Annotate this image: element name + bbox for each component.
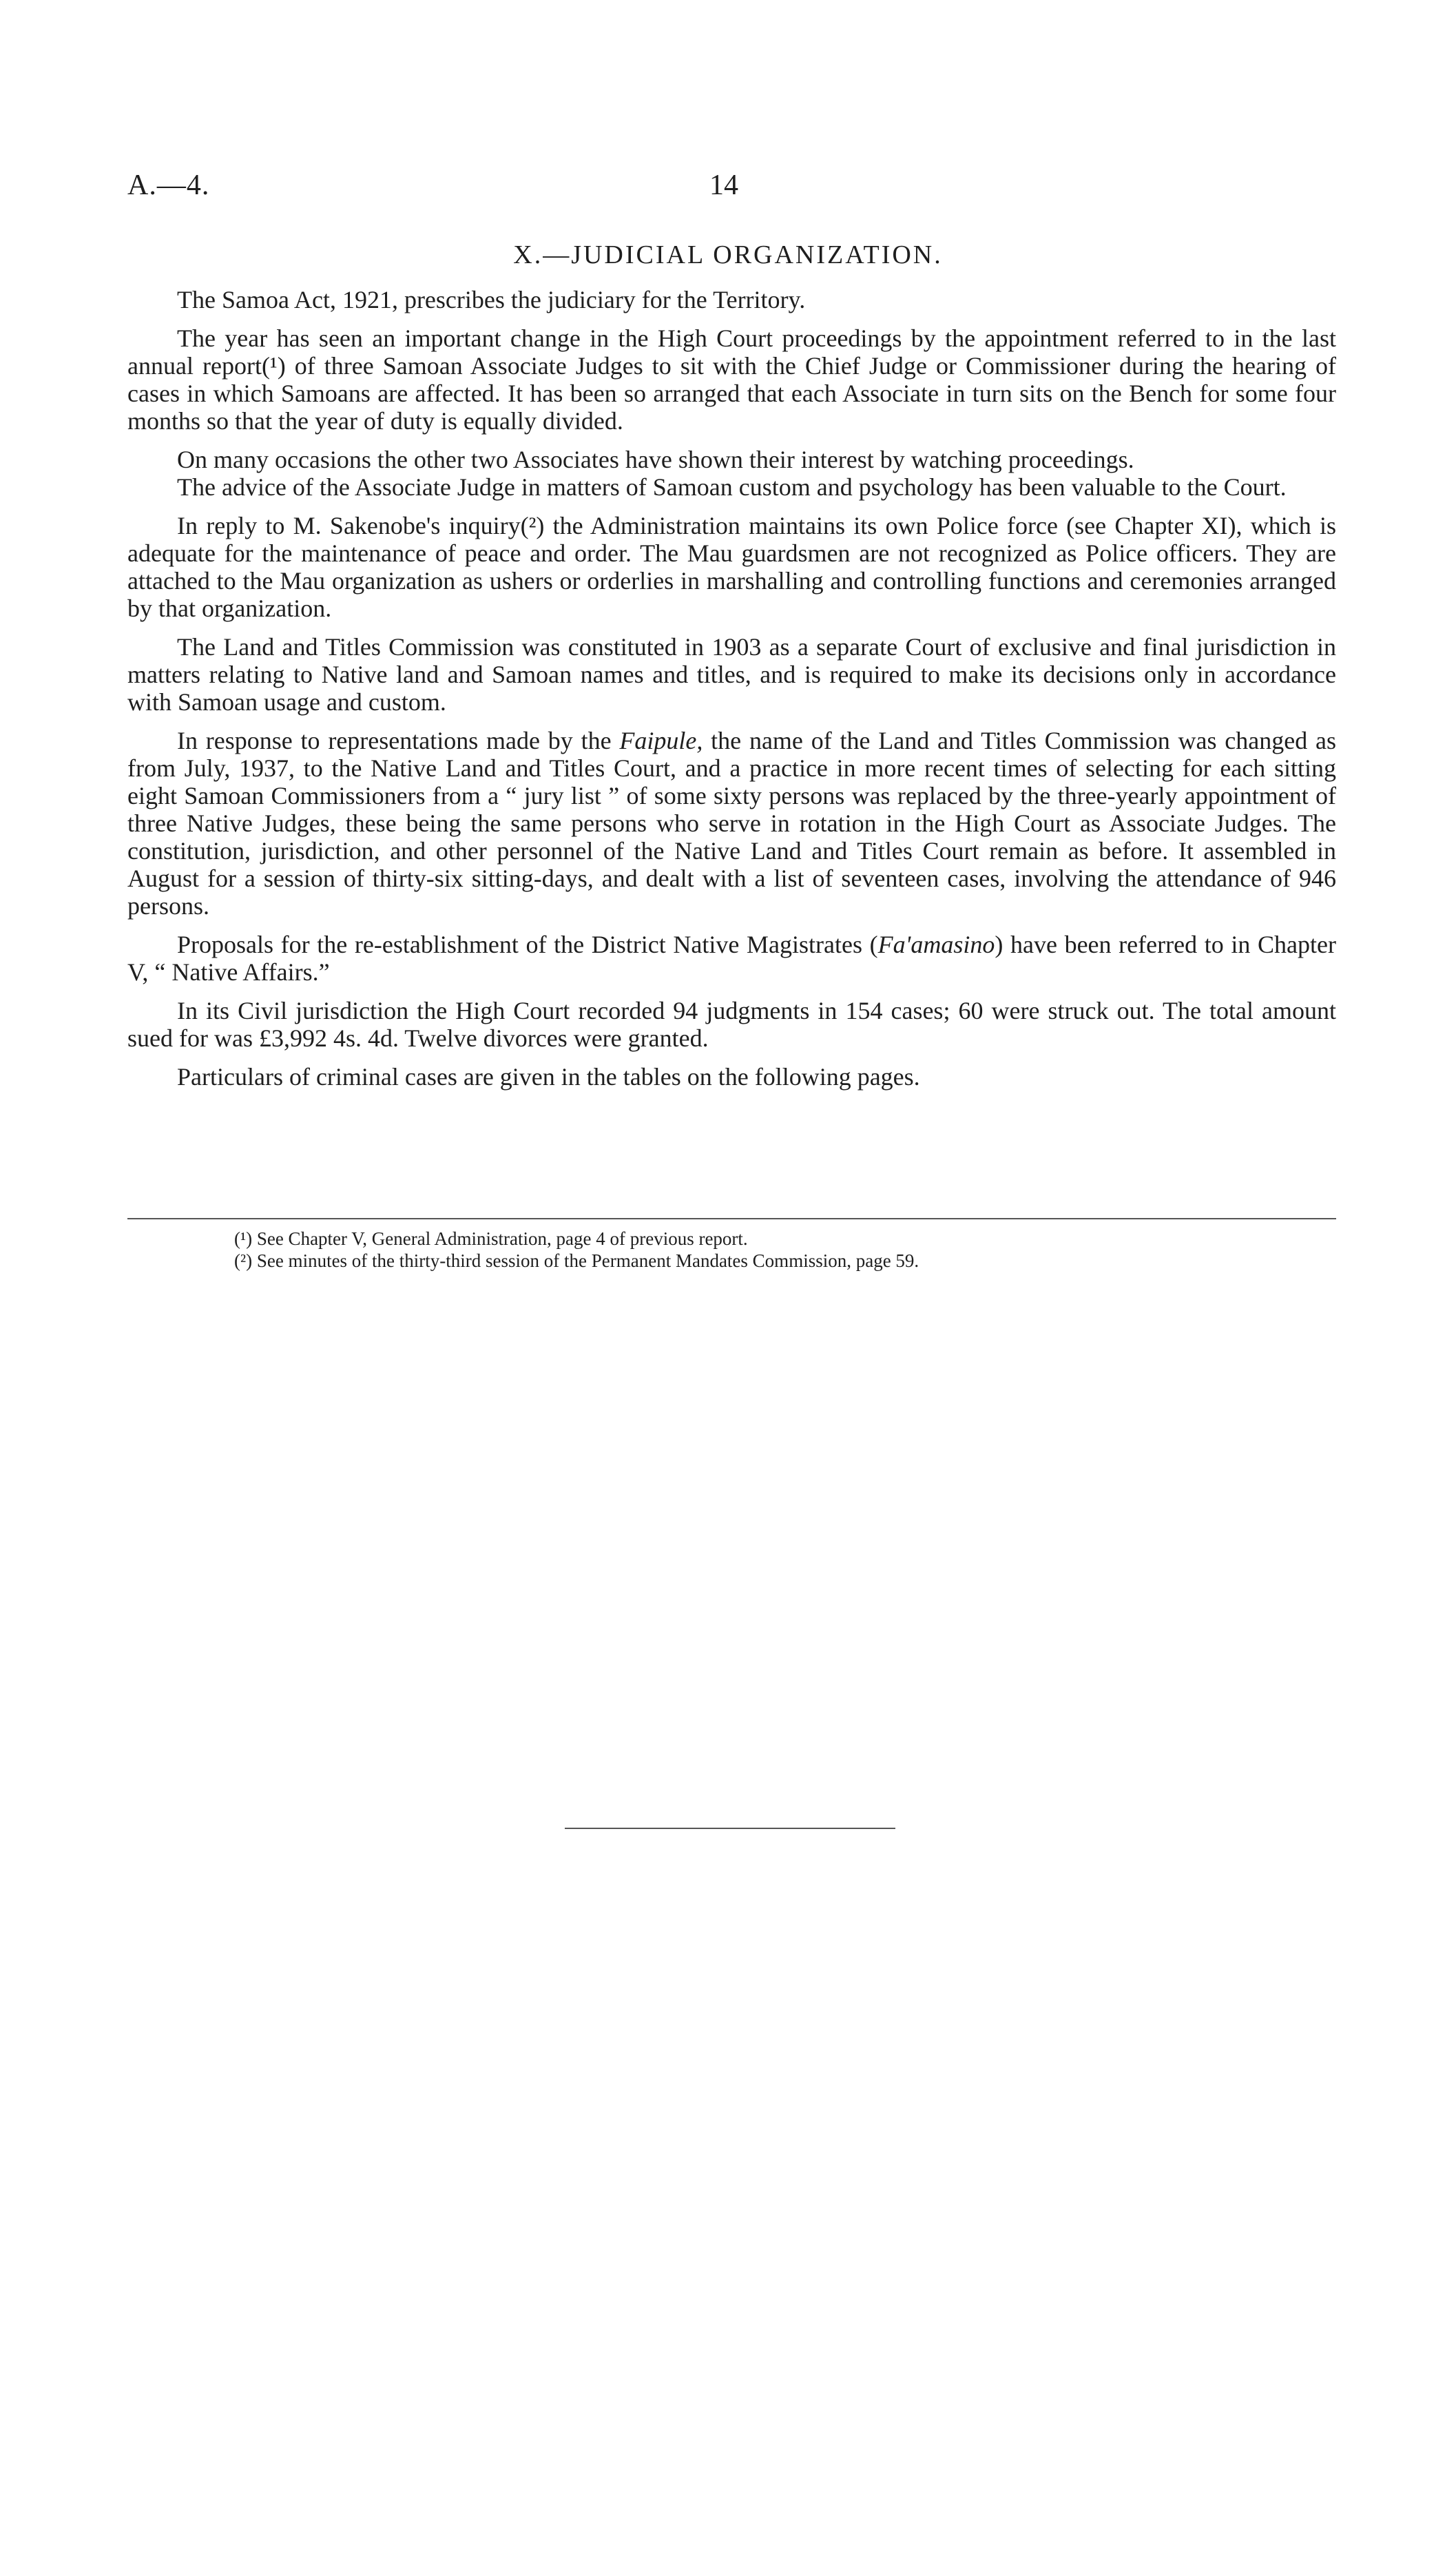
text-span: Proposals for the re-establishment of the District Native Magistrates (	[177, 931, 878, 958]
footnote-divider	[127, 1218, 1336, 1219]
italic-term-faipule: Faipule,	[619, 727, 703, 754]
paragraph-associate-judges: The year has seen an important change in the High Court proceedings by the appointment referred to in the last annual report(¹) of three Samoan Associate Judges to sit with the Chief Judge or Commissioner during the hearing of cases in which Samoans are affected. It has been so arranged that each Associate in turn sits on the Bench for some four months so that the year of duty is equally divided.	[127, 324, 1336, 435]
paragraph-samoa-act: The Samoa Act, 1921, prescribes the judiciary for the Territory.	[177, 286, 806, 313]
text-span: In response to representations made by the	[177, 727, 620, 754]
paragraph-civil-jurisdiction: In its Civil jurisdiction the High Court recorded 94 judgments in 154 cases; 60 were struck out. The total amount sued for was £3,992 4s. 4d. Twelve divorces were granted.	[127, 997, 1336, 1052]
page-number: 14	[709, 169, 738, 201]
paragraph-watching-proceedings: On many occasions the other two Associates have shown their interest by watching proceedings.	[177, 446, 1134, 473]
paragraph-criminal-cases: Particulars of criminal cases are given in the tables on the following pages.	[177, 1063, 920, 1091]
footnote-1: (¹) See Chapter V, General Administration, page 4 of previous report.	[234, 1228, 748, 1249]
italic-term-faamasino: Fa'amasino	[877, 931, 995, 958]
section-title: X.—JUDICIAL ORGANIZATION.	[513, 240, 943, 269]
paragraph-land-titles-commission: The Land and Titles Commission was constituted in 1903 as a separate Court of exclusive and final jurisdiction in matters relating to Native land and Samoan names and titles, and is required to make its decisions only in accordance with Samoan usage and custom.	[127, 633, 1336, 716]
paragraph-associate-advice: The advice of the Associate Judge in matters of Samoan custom and psychology has been valuable to the Court.	[177, 473, 1287, 501]
paragraph-police-force: In reply to M. Sakenobe's inquiry(²) the Administration maintains its own Police force (see Chapter XI), which is adequate for the maintenance of peace and order. The Mau guardsmen are not recognized as Police officers. They are attached to the Mau organization as ushers or orderlies in marshalling and controlling functions and ceremonies arranged by that organization.	[127, 512, 1336, 622]
footnotes	[234, 1228, 1336, 1272]
footnote-2: (²) See minutes of the thirty-third session of the Permanent Mandates Commission, page 59.	[234, 1250, 919, 1271]
body-text	[127, 286, 1336, 1102]
paragraph-native-land-court	[127, 727, 1336, 920]
document-reference: A.—4.	[127, 169, 210, 201]
end-divider	[565, 1828, 895, 1829]
paragraph-district-magistrates	[127, 931, 1336, 986]
text-span: ) have been referred to in Chapter V, “ Native Affairs.”	[127, 931, 1336, 986]
text-span: the name of the Land and Titles Commission was changed as from July, 1937, to the Native Land and Titles Court, and a practice in more recent times of selecting for each sitting eight Samoan Commissioners from a “ jury list ” of some sixty persons was replaced by the three-yearly appointment of three Native Judges, these being the same persons who serve in rotation in the High Court as Associate Judges. The constitution, jurisdiction, and other personnel of the Native Land and Titles Court remain as before. It assembled in August for a session of thirty-six sitting-days, and dealt with a list of seventeen cases, involving the attendance of 946 persons.	[127, 727, 1337, 920]
